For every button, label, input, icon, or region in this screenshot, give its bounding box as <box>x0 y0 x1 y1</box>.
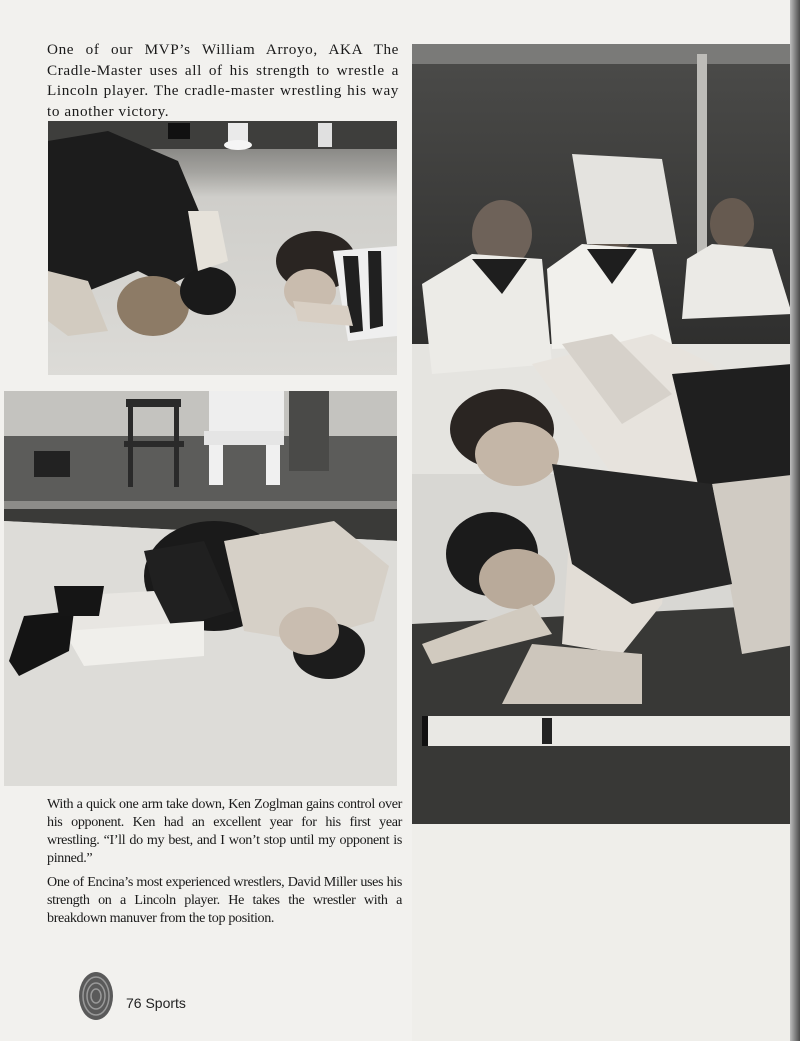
photo-take-down <box>4 391 397 786</box>
page-folio <box>76 970 236 1026</box>
page-edge <box>790 0 800 1041</box>
fingerprint-icon <box>76 970 116 1026</box>
caption-top: One of our MVP’s William Arroyo, AKA The Cradle-Master uses all of his strength to wrestle a Lincoln player. The cradle-master wrestling his way to another victory. <box>47 41 399 120</box>
caption-bottom <box>47 795 402 933</box>
photo-breakdown-maneuver <box>412 44 800 1041</box>
page-number-label: 76 Sports <box>126 995 186 1011</box>
photo-cradle-wrestling <box>48 121 397 375</box>
caption-breakdown: One of Encina’s most experienced wrestlers, David Miller uses his strength on a Lincoln player. He takes the wrestler with a breakdown manuver from the top position. <box>47 874 402 926</box>
caption-take-down: With a quick one arm take down, Ken Zoglman gains control over his opponent. Ken had an excellent year for his first year wrestling. “I’ll do my best, and I won’t stop until my opponent is pinned.” <box>47 796 402 866</box>
